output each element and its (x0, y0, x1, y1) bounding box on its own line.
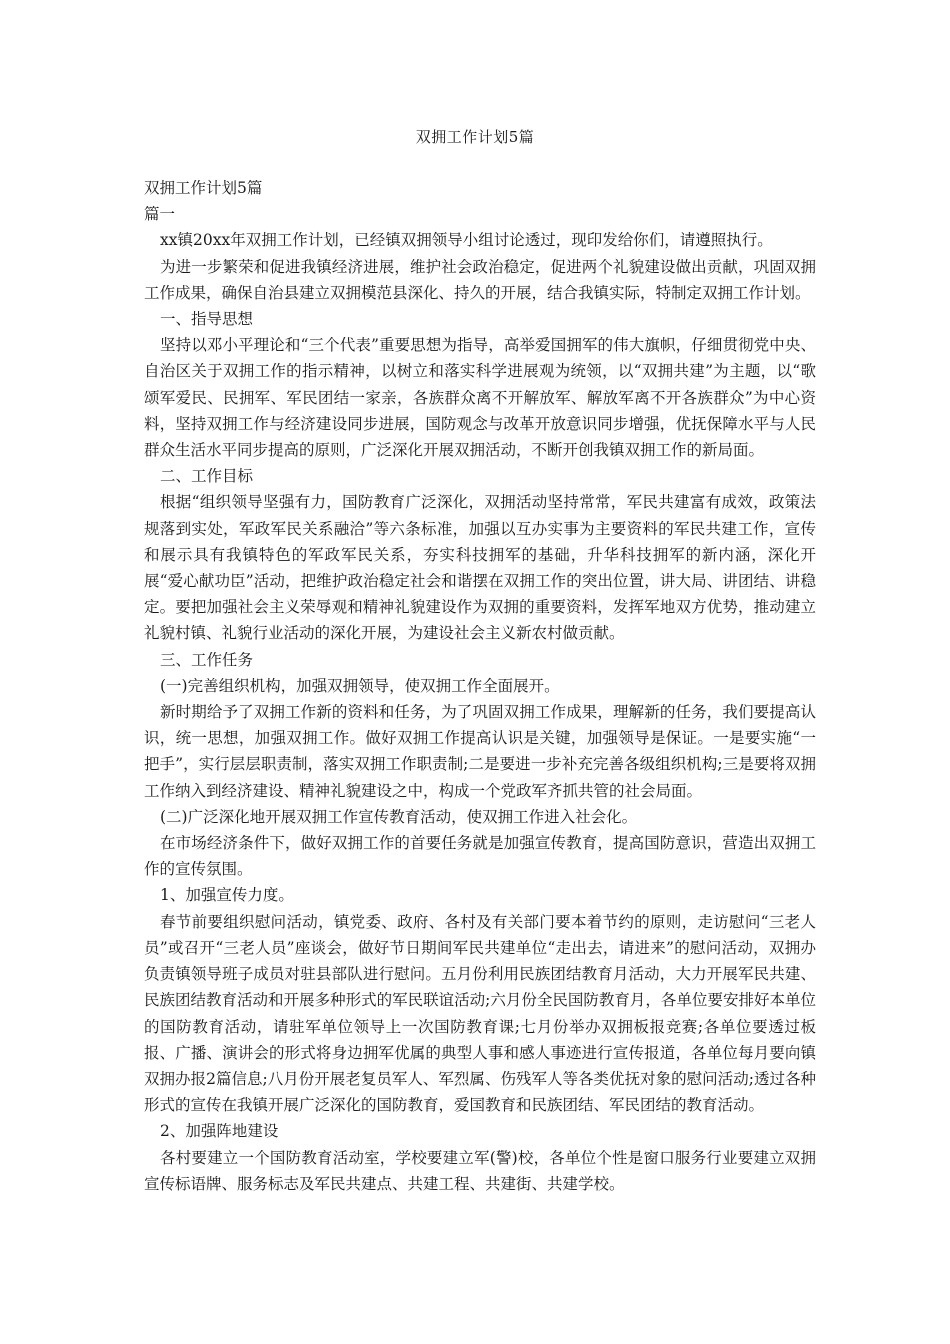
paragraph: 为进一步繁荣和促进我镇经济进展，维护社会政治稳定，促进两个礼貌建设做出贡献，巩固双拥工作成果，确保自治县建立双拥模范县深化、持久的开展，结合我镇实际，特制定双拥工作计划。 (144, 257, 816, 302)
section-label: 篇一 (144, 205, 176, 224)
page-title: 双拥工作计划5篇 (415, 128, 535, 146)
item-heading: 1、加强宣传力度。 (160, 886, 294, 905)
paragraph: 在市场经济条件下，做好双拥工作的首要任务就是加强宣传教育，提高国防意识，营造出双拥工作的宣传氛围。 (144, 834, 816, 879)
section-heading: 二、工作目标 (160, 467, 254, 486)
subtitle: 双拥工作计划5篇 (144, 179, 263, 197)
sub-heading: (一)完善组织机构，加强双拥领导，使双拥工作全面展开。 (160, 676, 560, 695)
section-heading: 一、指导思想 (160, 310, 254, 329)
section-heading: 三、工作任务 (160, 650, 254, 669)
paragraph: 根据“组织领导坚强有力，国防教育广泛深化，双拥活动坚持常常，军民共建富有成效，政策法规落到实处，军政军民关系融洽”等六条标准，加强以互办实事为主要资料的军民共建工作，宣传和展示具有我镇特色的军政军民关系，夯实科技拥军的基础，升华科技拥军的新内涵，深化开展“爱心献功臣”活动，把维护政治稳定社会和谐摆在双拥工作的突出位置，讲大局、讲团结、讲稳定。要把加强社会主义荣辱观和精神礼貌建设作为双拥的重要资料，发挥军地双方优势，推动建立礼貌村镇、礼貌行业活动的深化开展，为建设社会主义新农村做贡献。 (144, 493, 816, 643)
document-body (144, 175, 816, 1197)
paragraph: xx镇20xx年双拥工作计划，已经镇双拥领导小组讨论透过，现印发给你们，请遵照执行。 (160, 231, 773, 250)
paragraph: 各村要建立一个国防教育活动室，学校要建立军(警)校，各单位个性是窗口服务行业要建立双拥宣传标语牌、服务标志及军民共建点、共建工程、共建街、共建学校。 (144, 1148, 816, 1193)
paragraph: 春节前要组织慰问活动，镇党委、政府、各村及有关部门要本着节约的原则，走访慰问“三老人员”或召开“三老人员”座谈会，做好节日期间军民共建单位“走出去，请进来”的慰问活动，双拥办负责镇领导班子成员对驻县部队进行慰问。五月份利用民族团结教育月活动，大力开展军民共建、民族团结教育活动和开展多种形式的军民联谊活动;六月份全民国防教育月，各单位要安排好本单位的国防教育活动，请驻军单位领导上一次国防教育课;七月份举办双拥板报竞赛;各单位要透过板报、广播、演讲会的形式将身边拥军优属的典型人事和感人事迹进行宣传报道，各单位每月要向镇双拥办报2篇信息;八月份开展老复员军人、军烈属、伤残军人等各类优抚对象的慰问活动;透过各种形式的宣传在我镇开展广泛深化的国防教育，爱国教育和民族团结、军民团结的教育活动。 (144, 912, 816, 1115)
paragraph: 新时期给予了双拥工作新的资料和任务，为了巩固双拥工作成果，理解新的任务，我们要提高认识，统一思想，加强双拥工作。做好双拥工作提高认识是关键，加强领导是保证。一是要实施“一把手”，实行层层职责制，落实双拥工作职责制;二是要进一步补充完善各级组织机构;三是要将双拥工作纳入到经济建设、精神礼貌建设之中，构成一个党政军齐抓共管的社会局面。 (144, 703, 816, 800)
item-heading: 2、加强阵地建设 (160, 1122, 279, 1141)
sub-heading: (二)广泛深化地开展双拥工作宣传教育活动，使双拥工作进入社会化。 (160, 807, 638, 826)
paragraph: 坚持以邓小平理论和“三个代表”重要思想为指导，高举爱国拥军的伟大旗帜，仔细贯彻党中央、自治区关于双拥工作的指示精神，以树立和落实科学进展观为统领，以“双拥共建”为主题，以“歌颂军爱民、民拥军、军民团结一家亲，各族群众离不开解放军、解放军离不开各族群众”为中心资料，坚持双拥工作与经济建设同步进展，国防观念与改革开放意识同步增强，优抚保障水平与人民群众生活水平同步提高的原则，广泛深化开展双拥活动，不断开创我镇双拥工作的新局面。 (144, 336, 816, 460)
